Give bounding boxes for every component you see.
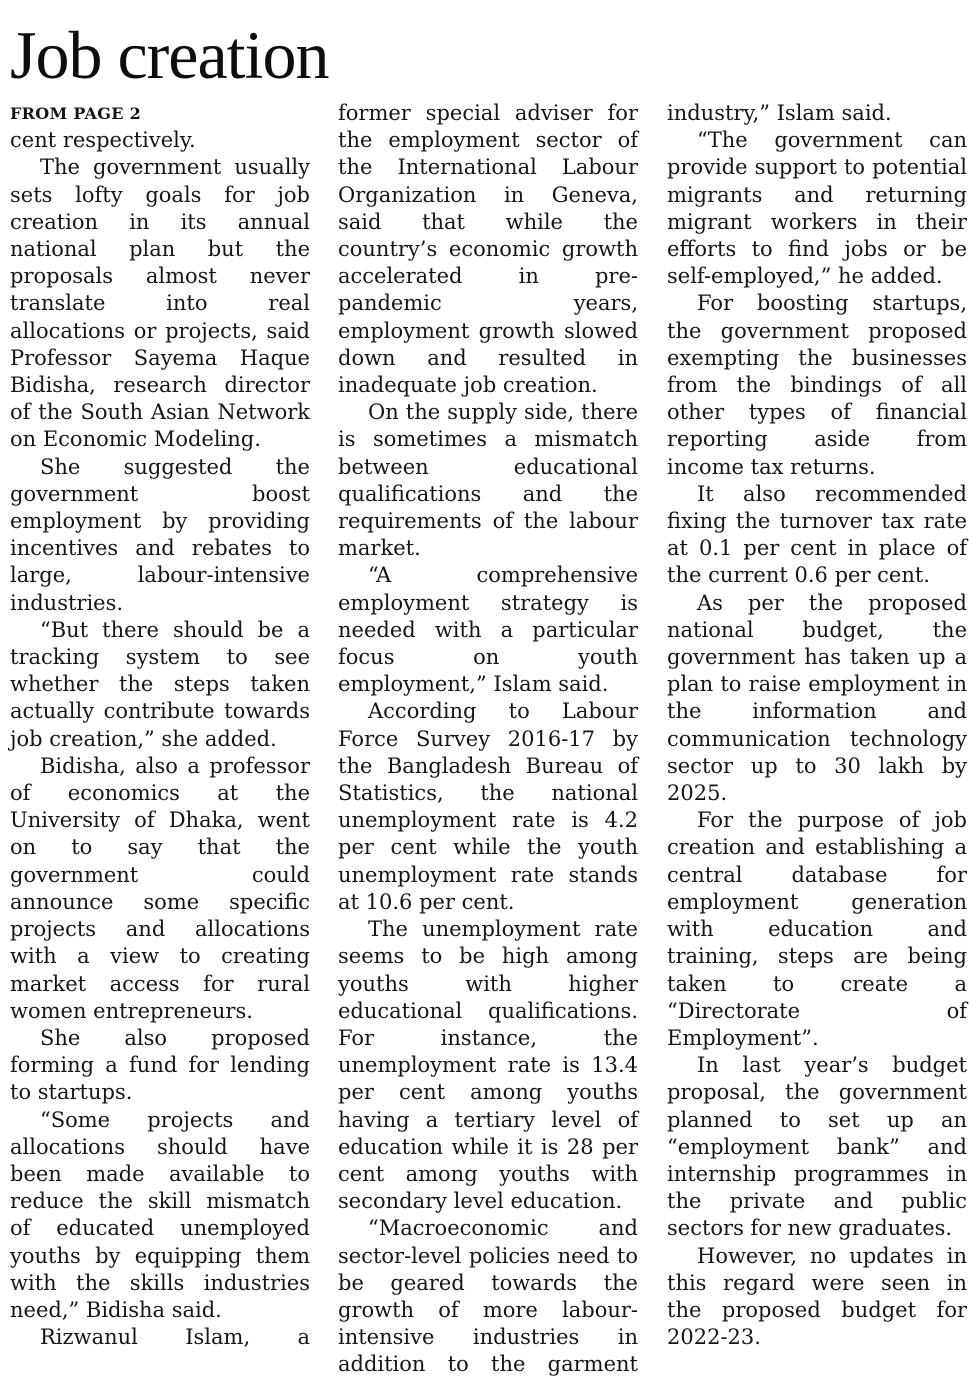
article-column-3	[667, 100, 967, 1362]
paragraph: The unemployment rate seems to be high among youths with higher educational qualifications. For instance, the unemployment rate is 13.4 per cent among youths having a tertiary level of education while it is 28 per cent among youths with secondary level education.	[338, 917, 638, 1214]
paragraph: For boosting startups, the government proposed exempting the businesses from the bindings of all other types of financial reporting aside from income tax returns.	[667, 291, 967, 479]
paragraph: former special adviser for the employment sector of the International Labour Organization in Geneva, said that while the country’s economic growth accelerated in pre-pandemic years, employment growth slowed down and resulted in inadequate job creation.	[338, 101, 638, 398]
paragraph: She suggested the government boost employment by providing incentives and rebates to large, labour-intensive industries.	[10, 454, 310, 615]
continued-from-label: FROM PAGE 2	[10, 104, 142, 123]
paragraph: However, no updates in this regard were seen in the proposed budget for 2022-23.	[667, 1243, 967, 1350]
article-column-1	[10, 100, 310, 1362]
paragraph: For the purpose of job creation and establishing a central database for employment generation with education and training, steps are being taken to create a “Directorate of Employment”.	[667, 808, 967, 1050]
paragraph: It also recommended fixing the turnover tax rate at 0.1 per cent in place of the current 0.6 per cent.	[667, 481, 967, 588]
paragraph: “Macroeconomic and sector-level policies need to be geared towards the growth of more labour-intensive industries in addition to the garment	[338, 1216, 638, 1377]
paragraph: As per the proposed national budget, the government has taken up a plan to raise employment in the information and communication technology sector up to 30 lakh by 2025.	[667, 590, 967, 806]
headline: Job creation	[10, 17, 329, 93]
paragraph: “The government can provide support to potential migrants and returning migrant workers in their efforts to find jobs or be self-employed,” he added.	[667, 128, 967, 289]
paragraph: In last year’s budget proposal, the government planned to set up an “employment bank” and internship programmes in the private and public sectors for new graduates.	[667, 1053, 967, 1241]
paragraph: “But there should be a tracking system to see whether the steps taken actually contribute towards job creation,” she added.	[10, 617, 310, 751]
article-column-2	[338, 100, 638, 1377]
paragraph: According to Labour Force Survey 2016-17 by the Bangladesh Bureau of Statistics, the national unemployment rate is 4.2 per cent while the youth unemployment rate stands at 10.6 per cent.	[338, 699, 638, 914]
paragraph: On the supply side, there is sometimes a mismatch between educational qualifications and the requirements of the labour market.	[338, 400, 638, 561]
paragraph: “Some projects and allocations should have been made available to reduce the skill mismatch of educated unemployed youths by equipping them with the skills industries need,” Bidisha said.	[10, 1107, 310, 1322]
paragraph: She also proposed forming a fund for lending to startups.	[10, 1025, 310, 1105]
paragraph: cent respectively.	[10, 128, 196, 153]
paragraph: Bidisha, also a professor of economics at the University of Dhaka, went on to say that the government could announce some specific projects and allocations with a view to creating market access for rural women entrepreneurs.	[10, 753, 310, 1023]
paragraph: Rizwanul Islam, a	[40, 1325, 310, 1350]
paragraph: The government usually sets lofty goals for job creation in its annual national plan but the proposals almost never translate into real allocations or projects, said Professor Sayema Haque Bidisha, research director of the South Asian Network on Economic Modeling.	[10, 155, 310, 452]
paragraph: industry,” Islam said.	[667, 101, 892, 125]
paragraph: “A comprehensive employment strategy is needed with a particular focus on youth employment,” Islam said.	[338, 563, 638, 697]
